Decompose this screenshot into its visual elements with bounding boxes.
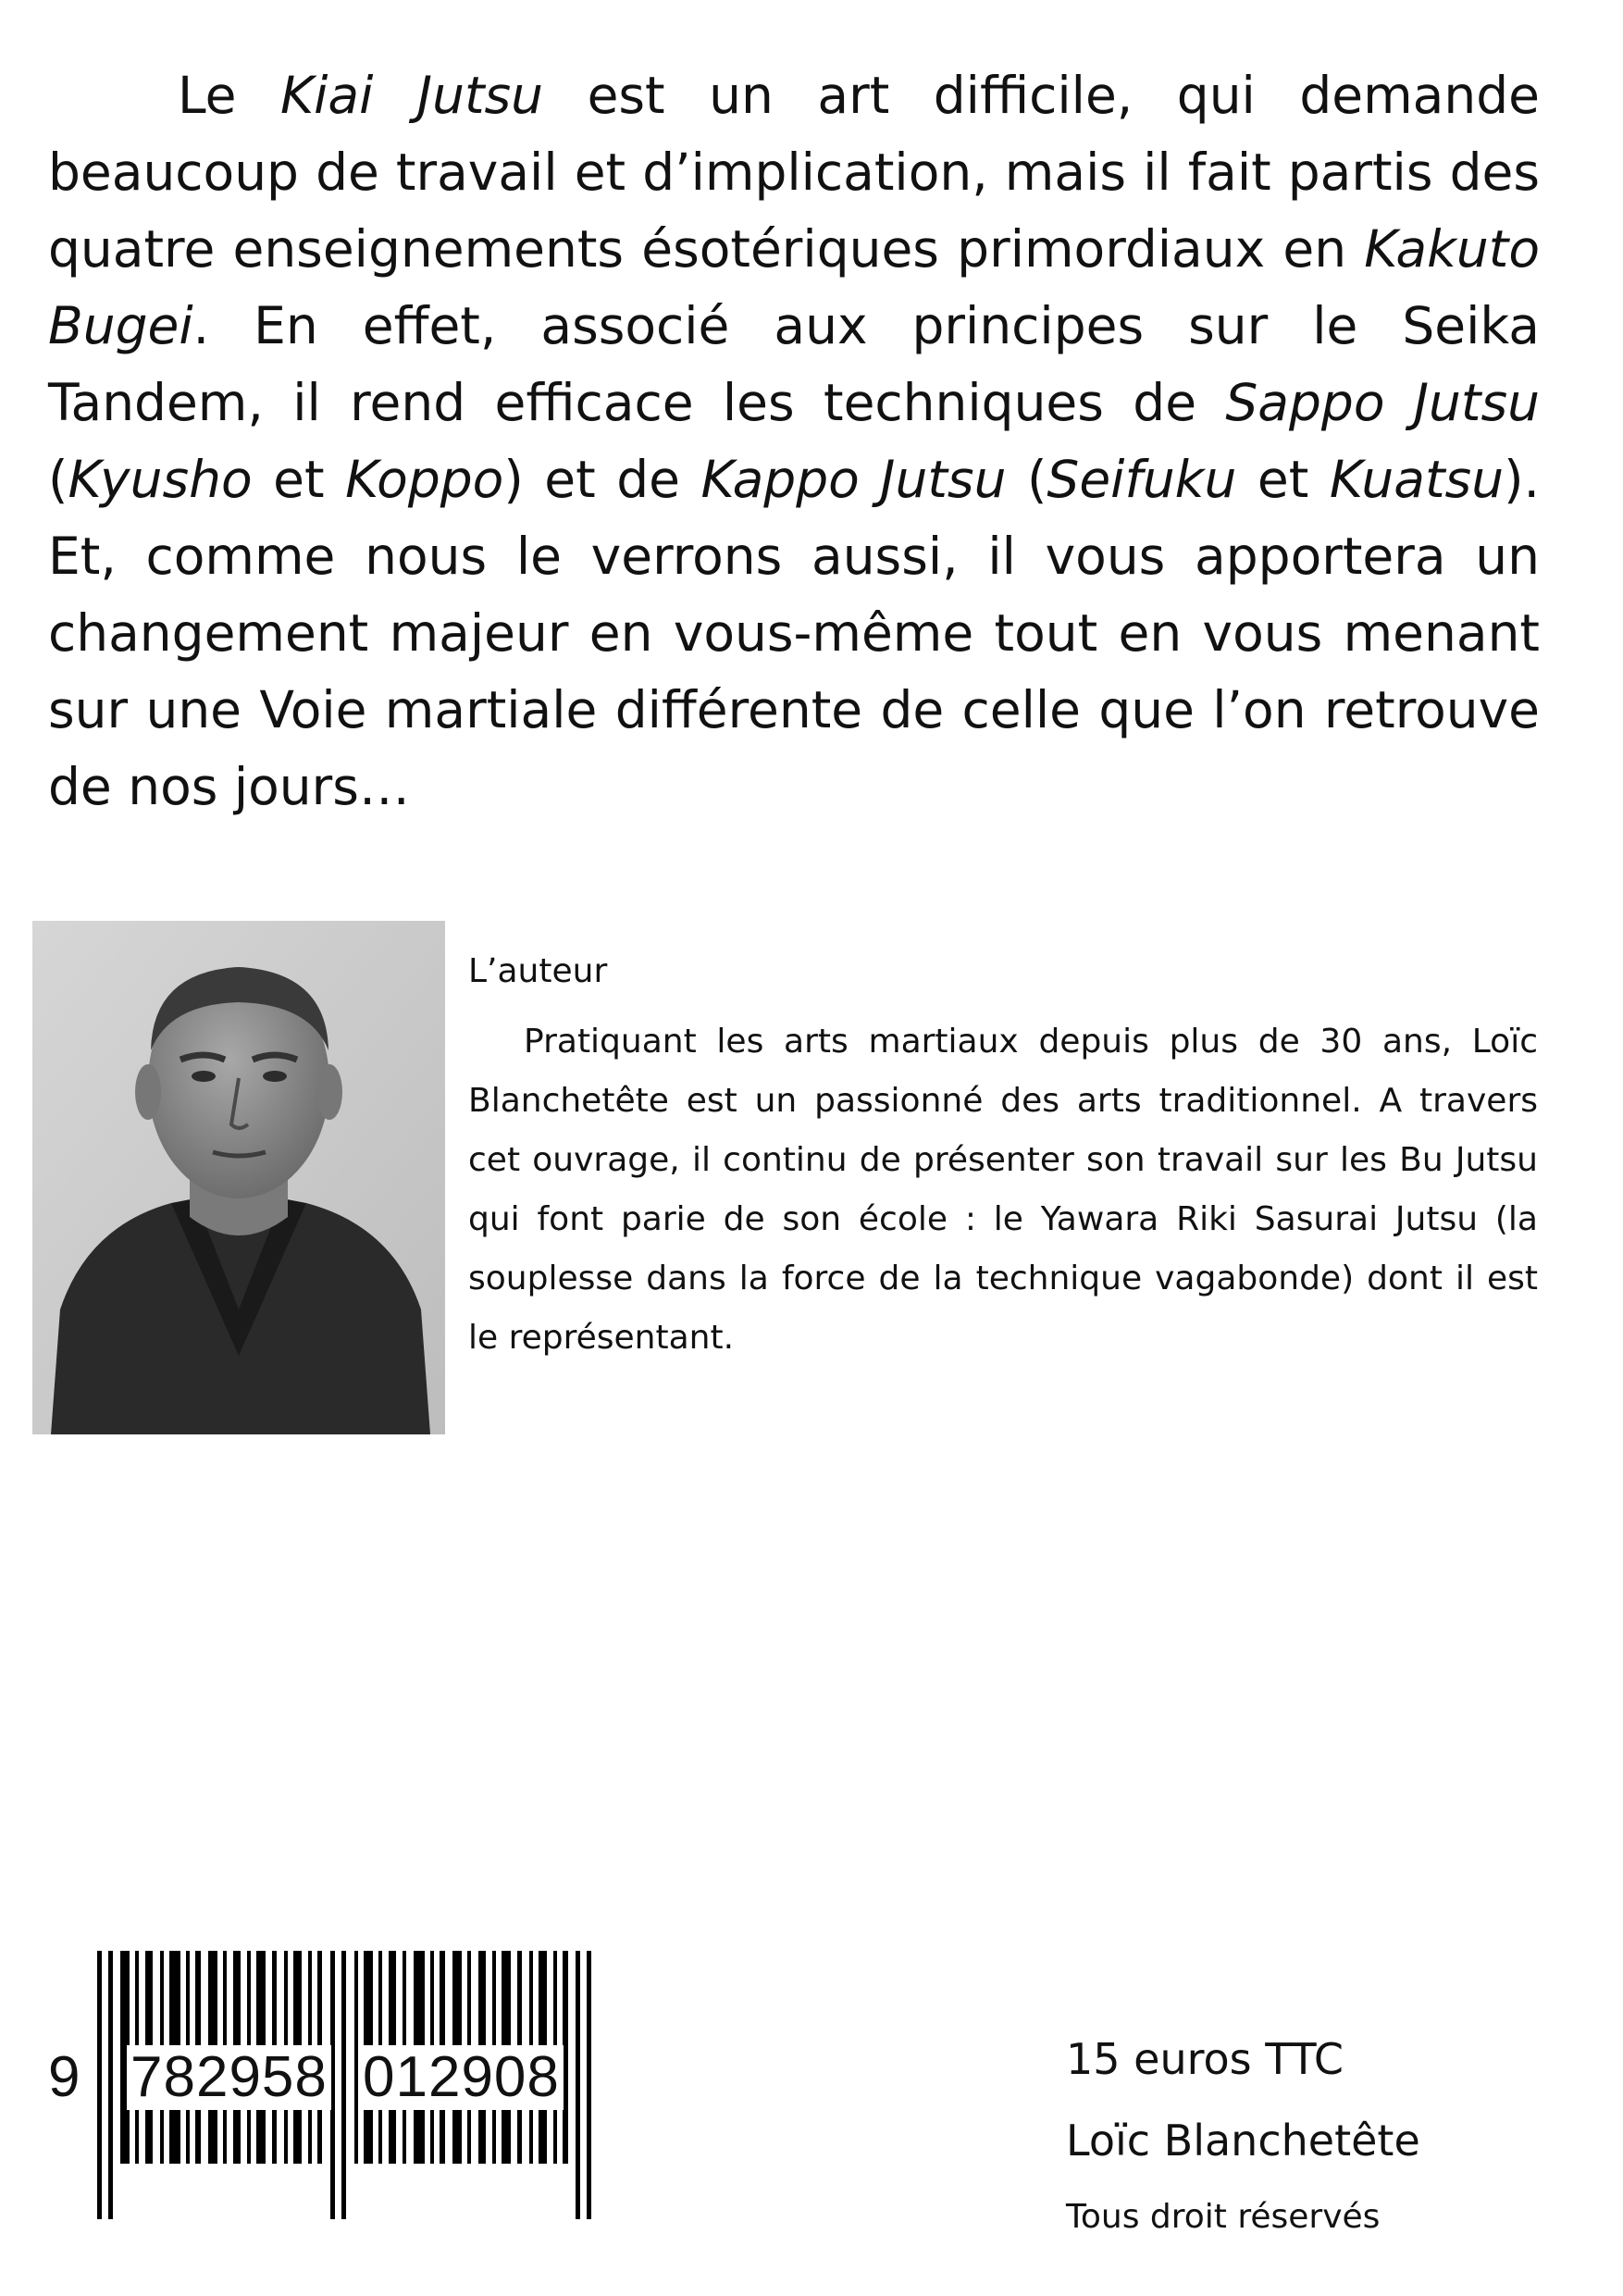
blurb-term: Kiai Jutsu — [280, 66, 544, 125]
blurb-text: ( — [1006, 450, 1047, 509]
back-cover-blurb — [48, 57, 1540, 825]
blurb-term: Kyusho — [68, 450, 253, 509]
blurb-term: Kakuto Bugei — [48, 219, 1540, 355]
rights-notice: Tous droit réservés — [1066, 2198, 1381, 2236]
blurb-term: Koppo — [345, 450, 504, 509]
barcode-digits-right: 012908 — [359, 2045, 564, 2110]
blurb-text: est un art difficile, qui demande beaucoup de travail et d’implication, mais il fait partis des quatre enseignements ésotériques primordiaux en — [48, 66, 1540, 279]
blurb-text: ) et de — [503, 450, 701, 509]
blurb-text: ). Et, comme nous le verrons aussi, il vous apportera un changement majeur en vous-même tout en vous menant sur une Voie martiale différente de celle que l’on retrouve de nos jours… — [48, 450, 1541, 816]
author-heading: L’auteur — [468, 952, 608, 990]
author-bio: Pratiquant les arts martiaux depuis plus de 30 ans, Loïc Blanchetête est un passionné des arts traditionnel. A travers cet ouvrage, il continu de présenter son travail sur les Bu Jutsu qui font parie de son école : le Yawara Riki Sasurai Jutsu (la souplesse dans la force de la technique vagabonde) dont il est le représentant. — [468, 1023, 1538, 1357]
author-section — [468, 946, 1538, 1368]
blurb-term: Sappo Jutsu — [1225, 373, 1540, 432]
blurb-term: Kuatsu — [1329, 450, 1505, 509]
blurb-term: Seifuku — [1047, 450, 1237, 509]
author-photo — [32, 921, 445, 1434]
price-and-rights — [1066, 2031, 1584, 2240]
author-name: Loïc Blanchetête — [1066, 2116, 1420, 2166]
barcode-digit-first: 9 — [44, 2045, 84, 2110]
blurb-text: . En effet, associé aux principes sur le Seika Tandem, il rend efficace les techniques de — [48, 296, 1540, 432]
blurb-text: Le — [178, 66, 281, 125]
price: 15 euros TTC — [1066, 2034, 1344, 2084]
blurb-term: Kappo Jutsu — [700, 450, 1007, 509]
blurb-text: et — [252, 450, 346, 509]
blurb-text: et — [1236, 450, 1330, 509]
blurb-text: ( — [48, 450, 68, 509]
barcode-digits-left: 782958 — [127, 2045, 331, 2110]
